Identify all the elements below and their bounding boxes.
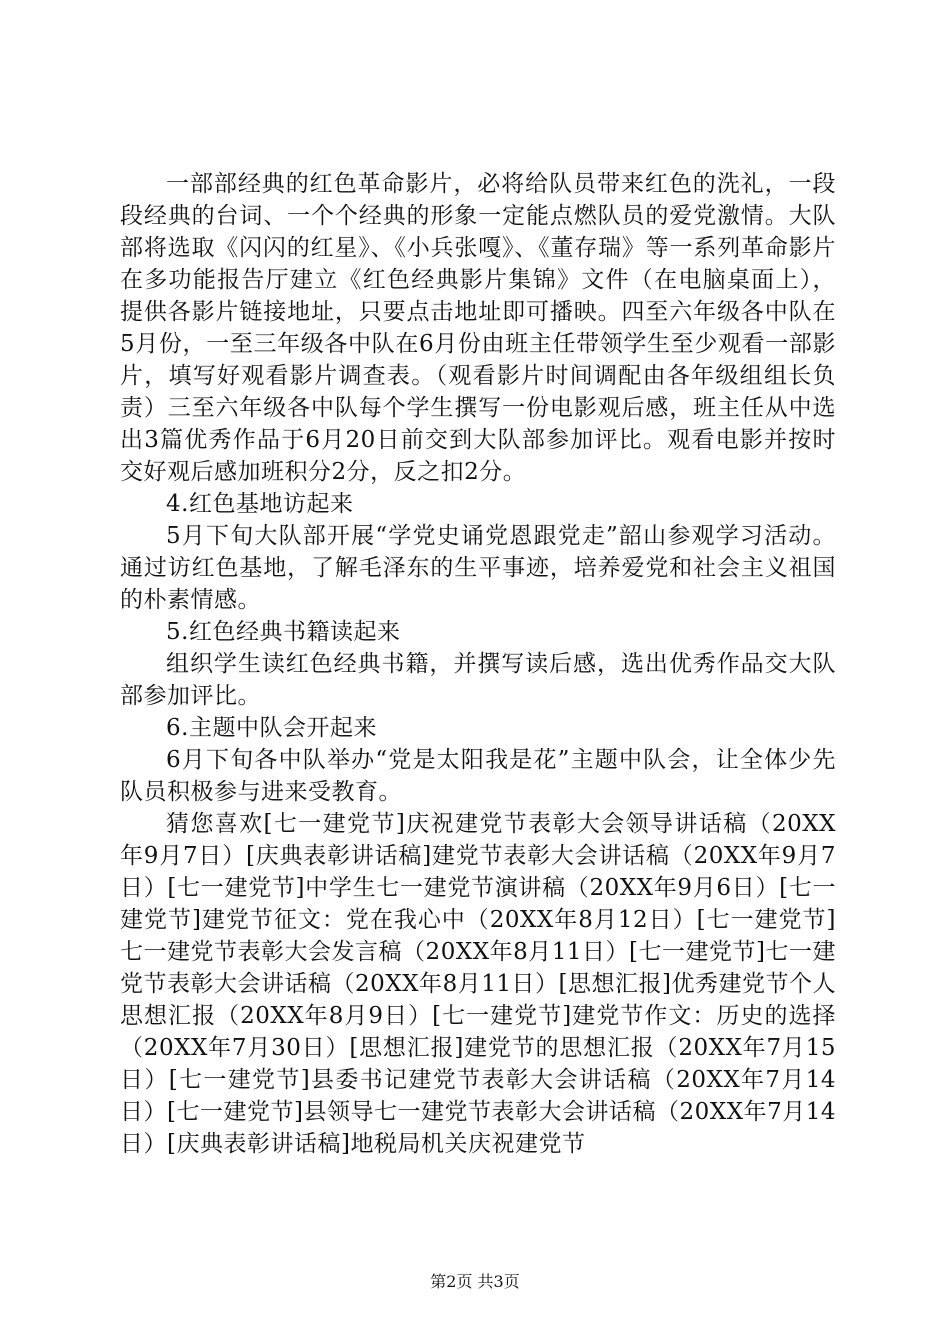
section-heading-red-books: 5.红色经典书籍读起来 (166, 619, 401, 645)
paragraph-team-meeting: 6月下旬各中队举办“党是太阳我是花”主题中队会，让全体少先队员积极参与进来受教育。 (120, 747, 836, 805)
paragraph-red-base-visit: 5月下旬大队部开展“学党史诵党恩跟党走”韶山参观学习活动。通过访红色基地，了解毛泽东的生平事迹，培养爱党和社会主义祖国的朴素情感。 (120, 523, 836, 613)
section-heading-red-base: 4.红色基地访起来 (166, 491, 354, 517)
document-body (120, 168, 836, 1160)
paragraph-red-books: 组织学生读红色经典书籍，并撰写读后感，选出优秀作品交大队部参加评比。 (120, 651, 836, 709)
section-heading-team-meeting: 6.主题中队会开起来 (166, 715, 377, 741)
paragraph-film-activity: 一部部经典的红色革命影片，必将给队员带来红色的洗礼，一段段经典的台词、一个个经典的形象一定能点燃队员的爱党激情。大队部将选取《闪闪的红星》、《小兵张嘎》、《董存瑞》等一系列革命影片在多功能报告厅建立《红色经典影片集锦》文件（在电脑桌面上），提供各影片链接地址，只要点击地址即可播映。四至六年级各中队在5月份，一至三年级各中队在6月份由班主任带领学生至少观看一部影片，填写好观看影片调查表。（观看影片时间调配由各年级组组长负责）三至六年级各中队每个学生撰写一份电影观后感，班主任从中选出3篇优秀作品于6月20日前交到大队部参加评比。观看电影并按时交好观后感加班积分2分，反之扣2分。 (120, 171, 836, 485)
related-articles-paragraph: 猜您喜欢[七一建党节]庆祝建党节表彰大会领导讲话稿（20XX年9月7日）[庆典表彰讲话稿]建党节表彰大会讲话稿（20XX年9月7日）[七一建党节]中学生七一建党节演讲稿（20XX年9月6日）[七一建党节]建党节征文：党在我心中（20XX年8月12日）[七一建党节]七一建党节表彰大会发言稿（20XX年8月11日）[七一建党节]七一建党节表彰大会讲话稿（20XX年8月11日）[思想汇报]优秀建党节个人思想汇报（20XX年8月9日）[七一建党节]建党节作文：历史的选择（20XX年7月30日）[思想汇报]建党节的思想汇报（20XX年7月15日）[七一建党节]县委书记建党节表彰大会讲话稿（20XX年7月14日）[七一建党节]县领导七一建党节表彰大会讲话稿（20XX年7月14日）[庆典表彰讲话稿]地税局机关庆祝建党节 (120, 811, 836, 1157)
page-number-footer: 第2页 共3页 (430, 1272, 520, 1291)
